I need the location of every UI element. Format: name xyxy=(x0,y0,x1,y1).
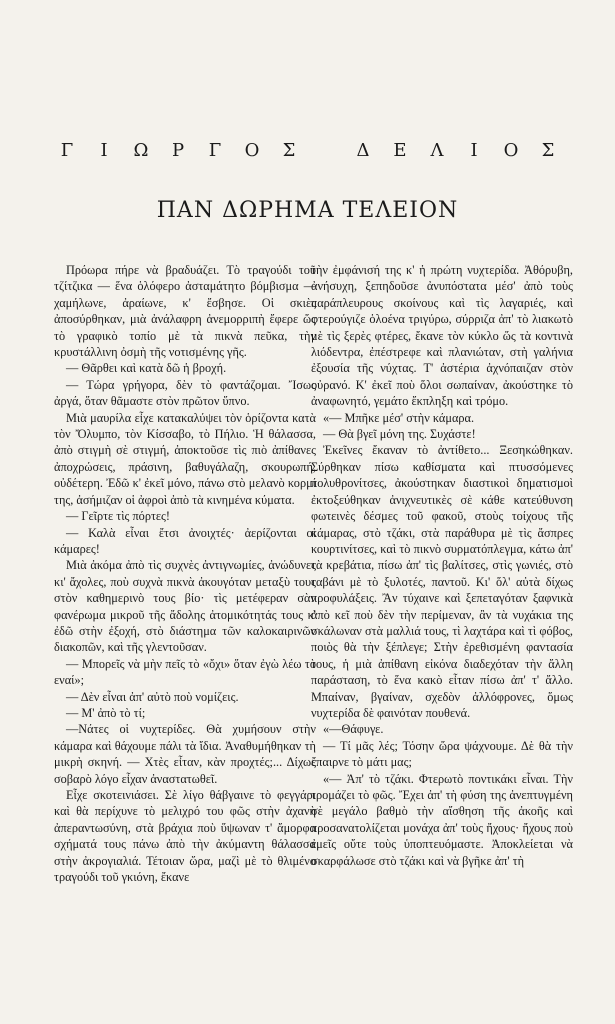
paragraph: — Καλὰ εἶναι ἔτσι ἀνοιχτές· ἀερίζονται οἱ κάμαρες! xyxy=(54,525,316,556)
paragraph: — Τί μᾶς λές; Τόσην ὥρα ψάχνουμε. Δὲ θὰ τὴν ἔπαιρνε τὸ μάτι μας; xyxy=(311,738,573,770)
paragraph: Ἐκεῖνες ἔκαναν τὸ ἀντίθετο... Ξεσηκώθηκαν. Σύρθηκαν πίσω καθίσματα καὶ πτυσσόμενες πολυθρονίτσες, ἀκούστηκαν διαστικοὶ δηματισμοὶ ἐκτοξεύθηκαν ἀνιχνευτικὲς σὲ κάθε κατεύθυνση φωτεινὲς δέσμες τοῦ φακοῦ, στοὺς τοίχους τῆς κάμαρας, στὸ τζάκι, στὰ παράθυρα μὲ τὶς ἄσπρες κουρτινίτσες, καὶ τὸ πικνὸ συρματόπλεγμα, κάτω ἀπ' τὰ κρεβάτια, πίσω ἀπ' τὶς βαλίτσες, στὶς γωνιές, στὸ ταβάνι μὲ τὸ ξυλοτές, παντοῦ. Κι' ὅλ' αὐτὰ δίχως προφυλάξεις. Ἂν τύχαινε καὶ ξεπεταγόταν ξαφνικὰ ἀπὸ κεῖ ποὺ δὲν τὴν περίμεναν, ἂν τὰ νυχάκια της σκάλωναν στὰ μαλλιά τους, τὶ λαχτάρα καὶ τὶ φόβος, ποιὸς θὰ τὴν ξέπλεγε; Στὴν ἐρεθισμένη φαντασία τους, ἡ μιὰ ἀπίθανη εἰκόνα διαδεχόταν τὴν ἄλλη παράσταση, τὸ ἕνα κακὸ εἶταν πίσω ἀπ' τ' ἄλλο. Μπαίναν, βγαίναν, σχεδὸν ἀλλόφρονες, ὅμως νυχτερίδα δὲ φαινόταν πουθενά. xyxy=(311,443,573,720)
paragraph: «—Θάφυγε. xyxy=(323,722,384,737)
paragraph: — Θᾶρθει καὶ κατὰ δῶ ἡ βροχή. xyxy=(66,361,227,376)
paragraph: «— Ἀπ' τὸ τζάκι. Φτερωτὸ ποντικάκι εἶναι. Τὴν τρομάζει τὸ φῶς. Ἔχει ἀπ' τὴ φύση της ἀνεπτυγμένη σὲ μεγάλο βαθμὸ τὴν αἴσθηση τῆς ἀκοῆς καὶ προσανατολίζεται μονάχα ἀπ' τοὺς ἤχους· ἤχους ποὺ ἐμεῖς οὔτε τοὺς ὑποπτευόμαστε. Ἀποκλείεται νὰ σκαρφάλωσε στὸ τζάκι καὶ νὰ βγῆκε ἀπ' τὴ xyxy=(311,771,573,868)
paragraph: Μιὰ μαυρίλα εἶχε κατακαλύψει τὸν ὁρίζοντα κατὰ τὸν Ὄλυμπο, τὸν Κίσσαβο, τὸ Πήλιο. Ἡ θάλασσα, ἀπὸ στιγμὴ σὲ στιγμή, ἀποκτοῦσε τὶς πιὸ ἀπίθανες ἀποχρώσεις, πράσινη, βαθυγάλαζη, σκουρωπή, οὐδέτερη. Ἐδῶ κ' ἐκεῖ μόνο, πάνω στὸ μελανὸ κορμί της, ἀσήμιζαν οἱ ἀφροὶ ἀπὸ τὰ κινημένα κύματα. xyxy=(54,410,316,507)
paragraph: Εἶχε σκοτεινιάσει. Σὲ λίγο θάβγαινε τὸ φεγγάρι καὶ θὰ περίχυνε τὸ μελιχρό του φῶς στὴν ἀχανὴ ἀπεραντωσύνη, στὰ βράχια ποὺ ὕψωναν τ' ἄμορφα σχήματά τους πάνω ἀπὸ τὴν ἀκύμαντη θάλασσα στὴν ἀκρογιαλιά. Τέτοιαν ὥρα, μαζὶ μὲ τὸ θλιμένο τραγούδι τοῦ γκιόνη, ἔκανε xyxy=(54,788,316,885)
paragraph: — Δὲν εἶναι ἀπ' αὐτὸ ποὺ νομίζεις. xyxy=(66,689,239,704)
paragraph: Πρόωρα πήρε νὰ βραδυάζει. Τὸ τραγούδι τοῦ τζίτζικα — ἕνα ὁλόφερο ἀσταμάτητο βόμβισμα — χαμήλωνε, ἀραίωνε, κ' ἔσβησε. Οἱ σκιὲς ἀποσύρθηκαν, μιὰ ἀνάλαφρη ἀνεμορριπὴ ἔφερε ὥς τὸ γραφικὸ τοπίο μὲ τὰ πικνὰ πεῦκα, τὴν κρυστάλλινη ὀσμὴ τῆς νοτισμένης γῆς. xyxy=(54,263,316,360)
paragraph: τὴν ἐμφάνισή της κ' ἡ πρώτη νυχτερίδα. Ἀθόρυβη, ἀνήσυχη, ξεπηδοῦσε ἀνυπόστατα μέσ' ἀπὸ τοὺς παράπλευρους σκοίνους καὶ τὶς λαγαριές, καὶ φτερούγιζε ὁλοένα τριγύρω, σύρριζα ἀπ' τὸ λιακωτὸ μὲ τὶς ξερὲς φτέρες, ἔκανε τὸν κύκλο ὥς τὰ κοντινὰ λιόδεντρα, ἐπέστρεφε καὶ πλανιώταν, στὴ γαλήνια ἐξουσία τῆς νύχτας. Τ' ἀστέρια ἀχνόπαιζαν στὸν οὐρανό. Κ' ἐκεῖ ποὺ ὅλοι σωπαίναν, ἀκούστηκε τὸ ἀναφωνητό, γεμάτο ἔκπληξη καὶ τρόμο. xyxy=(311,263,573,409)
paragraph: — Τώρα γρήγορα, δὲν τὸ φαντάζομαι. Ἴσως ἀργά, ὅταν θᾶμαστε στὸν πρῶτον ὕπνο. xyxy=(54,377,316,409)
paragraph: — Γεῖρτε τὶς πόρτες! xyxy=(66,509,171,524)
paragraph: — Μ' ἀπὸ τὸ τί; xyxy=(66,705,146,720)
paragraph: «— Μπῆκε μέσ' στὴν κάμαρα. xyxy=(323,410,475,425)
paragraph: — Θὰ βγεῖ μόνη της. Συχάστε! xyxy=(323,427,476,442)
author-name: Γ Ι Ω Ρ Γ Ο Σ Δ Ε Λ Ι Ο Σ xyxy=(60,140,555,161)
paragraph: Μιὰ ἀκόμα ἀπὸ τὶς συχνὲς ἀντιγνωμίες, ἀνώδυνες κι' ἄχολες, ποὺ συχνὰ πικνὰ ἀκουγόταν μεταξὺ τους στὸν καθημερινὸ τους βίο· τὶς μετέφεραν σὰν φανέρωμα μικροῦ τῆς ἄδολης ἀτομικότητάς τους κ' ἐδῶ στὴν ἐξοχή, στὸ διάστημα τῶν καλοκαιρινῶν διακοπῶν, καὶ τῆς γλεντοῦσαν. xyxy=(54,558,316,655)
paragraph: —Νάτες οἱ νυχτερίδες. Θὰ χυμήσουν στὴν κάμαρα καὶ θάχουμε πάλι τὰ ἴδια. Ἀναθυμήθηκαν τὴ μικρὴ σκηνή. — Χτὲς εἶταν, κὰν προχτές;... Δίχως σοβαρὸ λόγο εἶχαν ἀναστατωθεῖ. xyxy=(54,722,316,786)
paragraph: — Μπορεῖς νὰ μὴν πεῖς τὸ «ὄχι» ὅταν ἐγὼ λέω τὸ εναί»; xyxy=(54,656,316,688)
left-column xyxy=(54,262,316,885)
story-title: ΠΑΝ ΔΩΡΗΜΑ ΤΕΛΕΙΟΝ xyxy=(156,198,459,223)
right-column xyxy=(311,262,573,869)
